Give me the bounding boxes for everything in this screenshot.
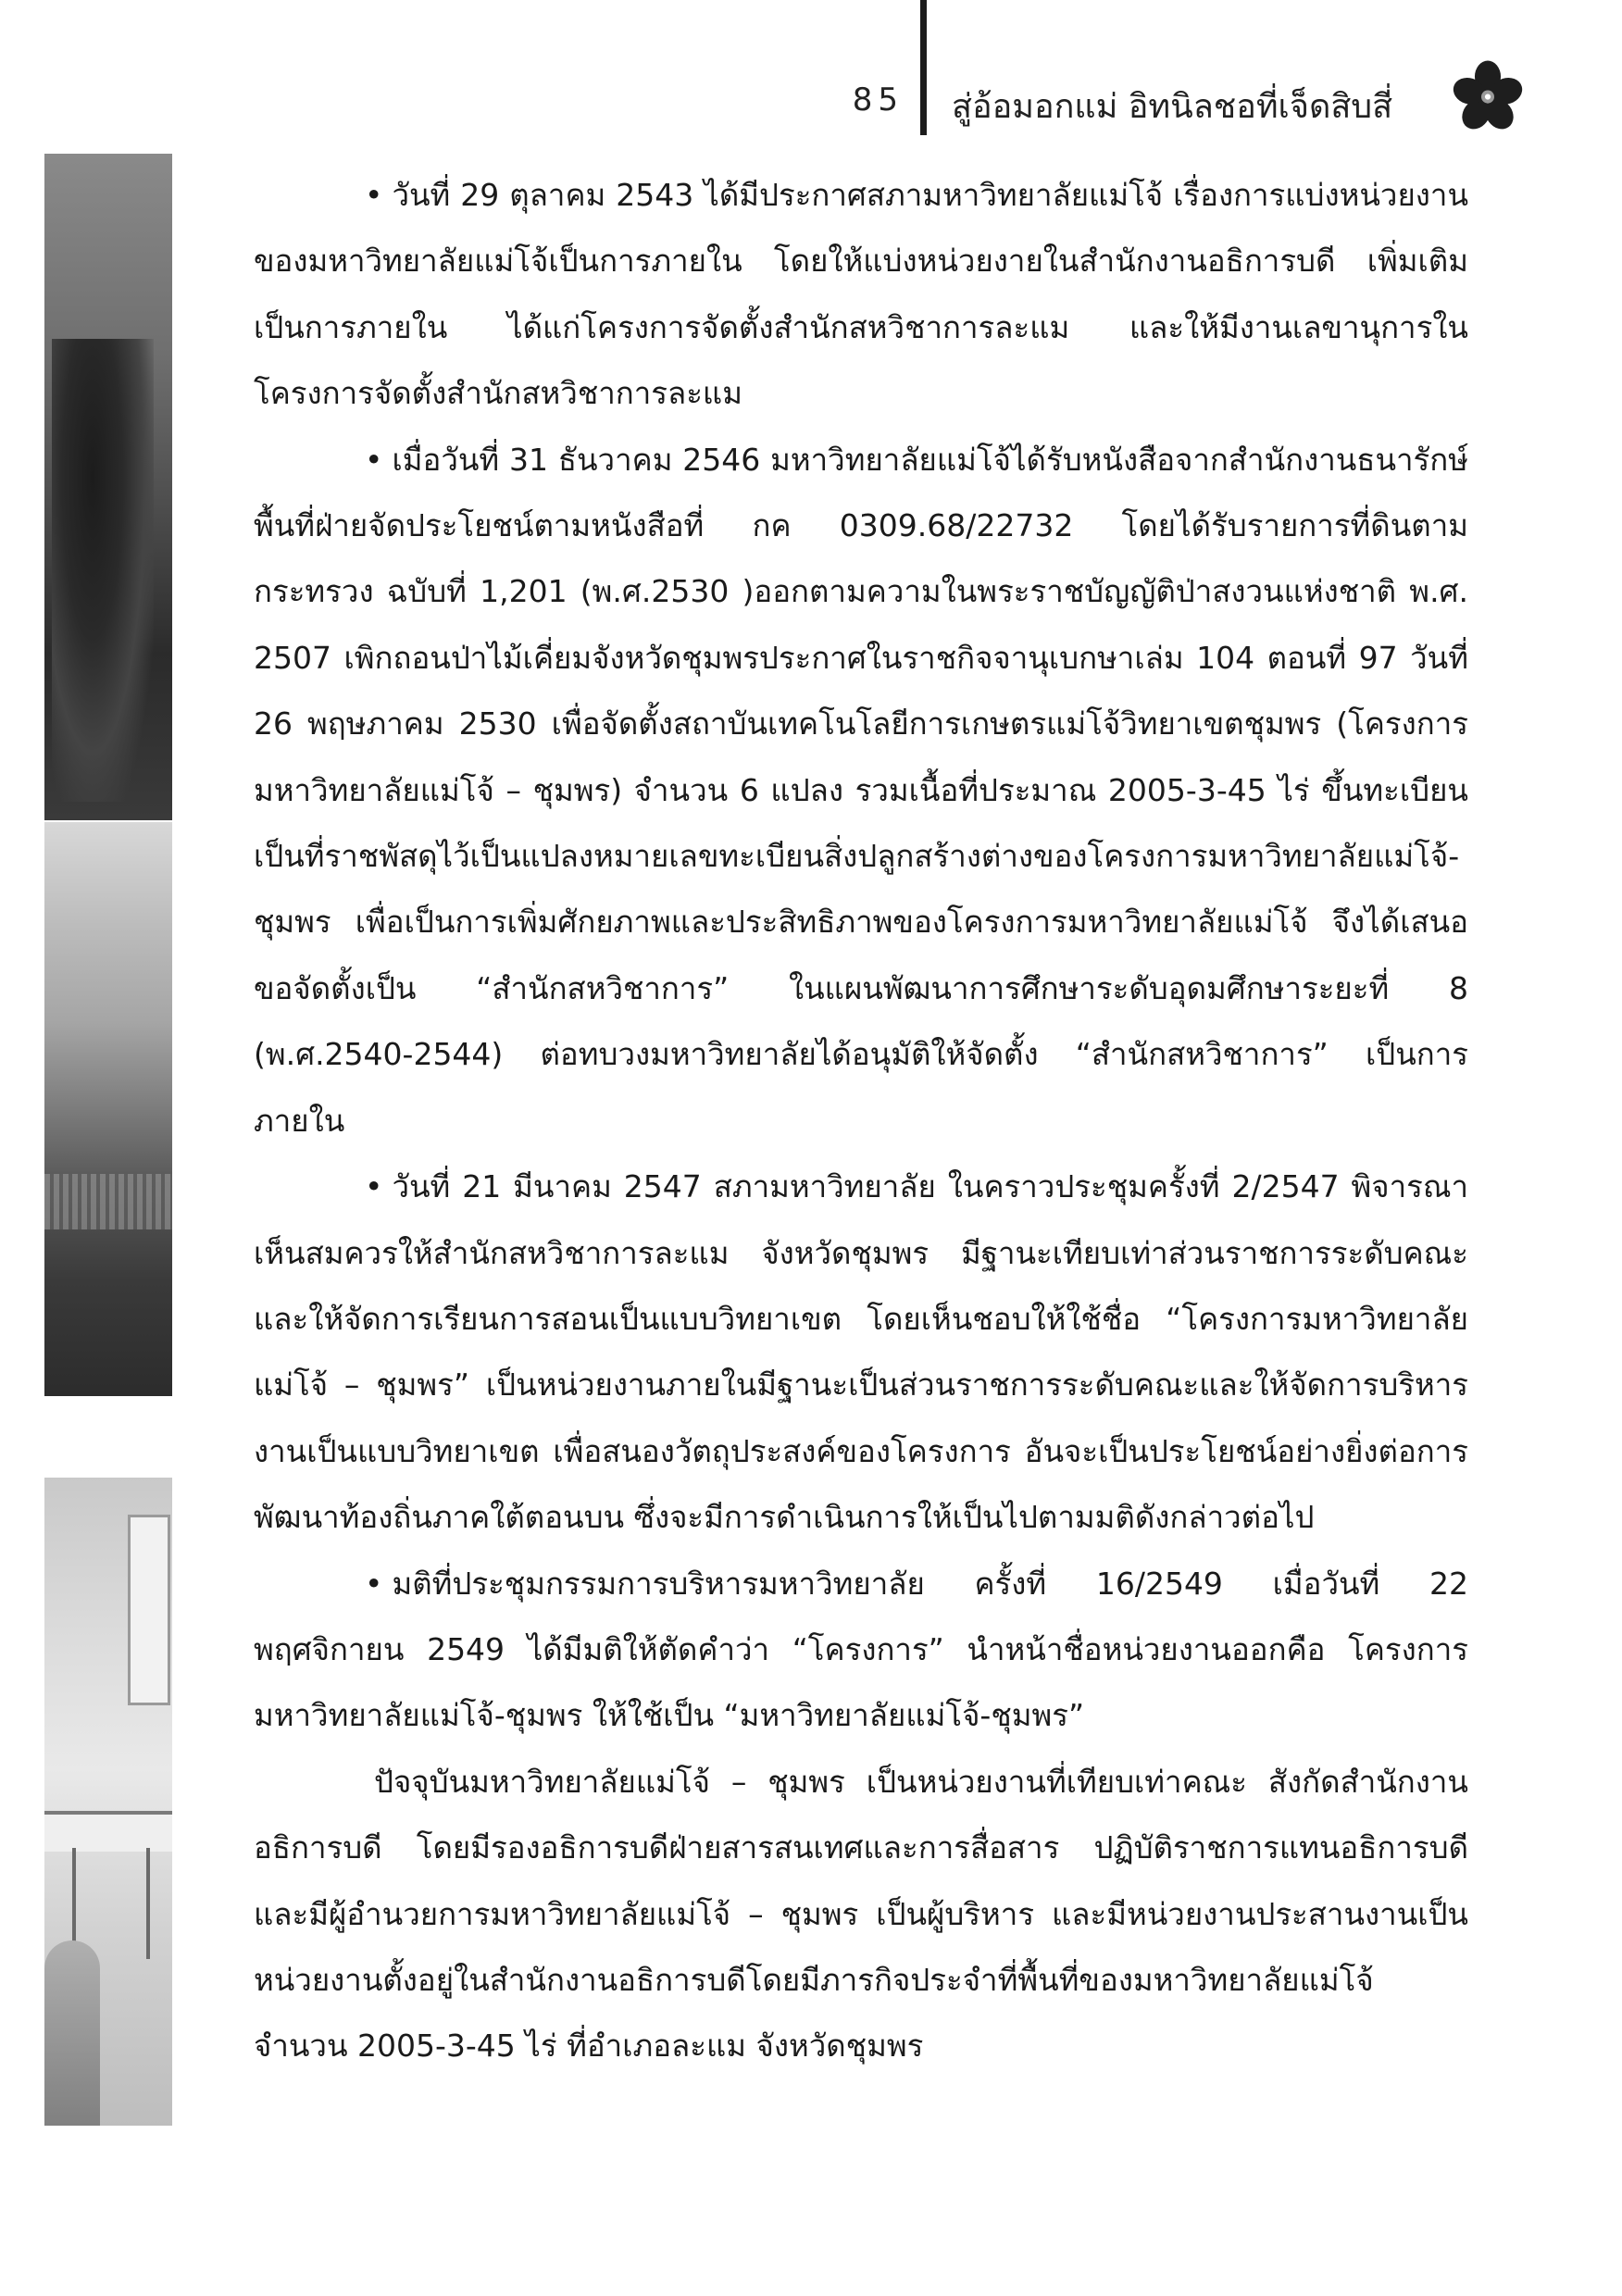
paragraph-2: [254, 427, 1468, 1154]
photo-window: [128, 1515, 170, 1705]
paragraph-5: [254, 1749, 1468, 2079]
paragraph-text: ปัจจุบันมหาวิทยาลัยแม่โจ้ – ชุมพร เป็นหน่วยงานที่เทียบเท่าคณะ สังกัดสำนักงานอธิการบดี โดยมีรองอธิการบดีฝ่ายสารสนเทศและการสื่อสาร ปฏิบัติราชการแทนอธิการบดี และมีผู้อำนวยการมหาวิทยาลัยแม่โจ้ – ชุมพร เป็นผู้บริหาร และมีหน่วยงานประสานงานเป็นหน่วยงานตั้งอยู่ในสำนักงานอธิการบดีโดยมีภารกิจประจำที่พื้นที่ของมหาวิทยาลัยแม่โจ้ จำนวน 2005-3-45 ไร่ ที่อำเภอละแม จังหวัดชุมพร: [254, 1763, 1468, 2065]
bullet: •: [365, 441, 383, 478]
photo-shoreline: [44, 822, 172, 1396]
body-text: [254, 162, 1468, 2079]
paragraph-text: มติที่ประชุมกรรมการบริหารมหาวิทยาลัย ครั้งที่ 16/2549 เมื่อวันที่ 22 พฤศจิกายน 2549 ได้มีมติให้ตัดคำว่า “โครงการ” นำหน้าชื่อหน่วยงานออกคือ โครงการมหาวิทยาลัยแม่โจ้-ชุมพร ให้ใช้เป็น “มหาวิทยาลัยแม่โจ้-ชุมพร”: [254, 1565, 1468, 1734]
paragraph-text: วันที่ 21 มีนาคม 2547 สภามหาวิทยาลัย ในคราวประชุมครั้งที่ 2/2547 พิจารณาเห็นสมควรให้สำนักสหวิชาการละแม จังหวัดชุมพร มีฐานะเทียบเท่าส่วนราชการระดับคณะและให้จัดการเรียนการสอนเป็นแบบวิทยาเขต โดยเห็นชอบให้ใช้ชื่อ “โครงการมหาวิทยาลัยแม่โจ้ – ชุมพร” เป็นหน่วยงานภายในมีฐานะเป็นส่วนราชการระดับคณะและให้จัดการบริหารงานเป็นแบบวิทยาเขต เพื่อสนองวัตถุประสงค์ของโครงการ อันจะเป็นประโยชน์อย่างยิ่งต่อการพัฒนาท้องถิ่นภาคใต้ตอนบน ซึ่งจะมีการดำเนินการให้เป็นไปตามมติดังกล่าวต่อไป: [254, 1168, 1468, 1536]
bullet: •: [365, 1168, 383, 1205]
photo-table-leg: [146, 1848, 150, 1959]
bullet: •: [365, 1565, 383, 1602]
running-title: สู่อ้อมอกแม่ อิทนิลชอที่เจ็ดสิบสี่: [952, 88, 1393, 126]
photo-figure: [52, 339, 154, 802]
bullet: •: [365, 177, 383, 213]
photo-table: [44, 1811, 172, 1852]
photo-person-diver: [44, 154, 172, 820]
header-divider: [920, 0, 927, 135]
photo-strip: [44, 154, 172, 2126]
paragraph-text: เมื่อวันที่ 31 ธันวาคม 2546 มหาวิทยาลัยแม่โจ้ได้รับหนังสือจากสำนักงานธนารักษ์พื้นที่ฝ่ายจัดประโยชน์ตามหนังสือที่ กค 0309.68/22732 โดยได้รับรายการที่ดินตามกระทรวง ฉบับที่ 1,201 (พ.ศ.2530 )ออกตามความในพระราชบัญญัติป่าสงวนแห่งชาติ พ.ศ. 2507 เพิกถอนป่าไม้เคี่ยมจังหวัดชุมพรประกาศในราชกิจจานุเบกษาเล่ม 104 ตอนที่ 97 วันที่ 26 พฤษภาคม 2530 เพื่อจัดตั้งสถาบันเทคโนโลยีการเกษตรแม่โจ้วิทยาเขตชุมพร (โครงการมหาวิทยาลัยแม่โจ้ – ชุมพร) จำนวน 6 แปลง รวมเนื้อที่ประมาณ 2005-3-45 ไร่ ขึ้นทะเบียนเป็นที่ราชพัสดุไว้เป็นแปลงหมายเลขทะเบียนสิ่งปลูกสร้างต่างของโครงการมหาวิทยาลัยแม่โจ้-ชุมพร เพื่อเป็นการเพิ่มศักยภาพและประสิทธิภาพของโครงการมหาวิทยาลัยแม่โจ้ จึงได้เสนอขอจัดตั้งเป็น “สำนักสหวิชาการ” ในแผนพัฒนาการศึกษาระดับอุดมศึกษาระยะที่ 8 (พ.ศ.2540-2544) ต่อทบวงมหาวิทยาลัยได้อนุมัติให้จัดตั้ง “สำนักสหวิชาการ” เป็นการภายใน: [254, 441, 1468, 1139]
photo-shore-detail: [44, 1174, 172, 1229]
paragraph-text: วันที่ 29 ตุลาคม 2543 ได้มีประกาศสภามหาวิทยาลัยแม่โจ้ เรื่องการแบ่งหน่วยงานของมหาวิทยาลัยแม่โจ้เป็นการภายใน โดยให้แบ่งหน่วยงายในสำนักงานอธิการบดี เพิ่มเติมเป็นการภายใน ได้แก่โครงการจัดตั้งสำนักสหวิชาการละแม และให้มีงานเลขานุการในโครงการจัดตั้งสำนักสหวิชาการละแม: [254, 177, 1468, 412]
paragraph-4: [254, 1551, 1468, 1749]
paragraph-3: [254, 1154, 1468, 1550]
page-number: 85: [852, 81, 904, 119]
flower-icon: [1452, 59, 1524, 131]
photo-classroom: [44, 1478, 172, 2126]
photo-person: [44, 1940, 100, 2126]
paragraph-1: [254, 162, 1468, 427]
